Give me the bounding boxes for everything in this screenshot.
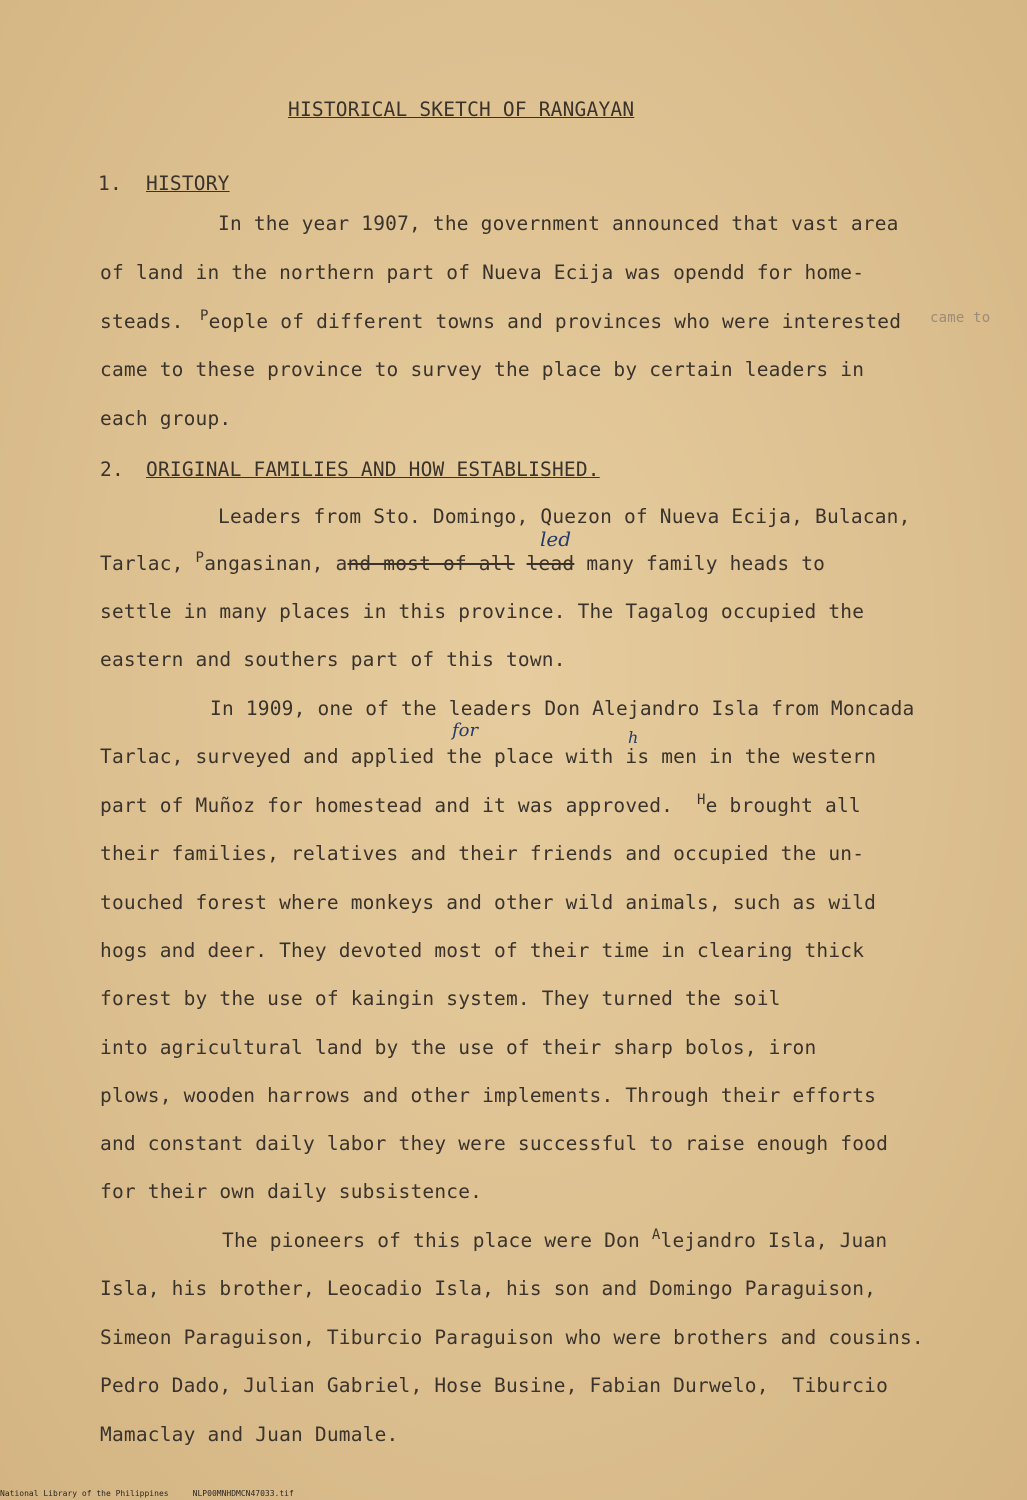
para3-line-3: Simeon Paraguison, Tiburcio Paraguison who were brothers and cousins. <box>100 1326 924 1349</box>
para3-line-5: Mamaclay and Juan Dumale. <box>100 1423 399 1446</box>
para2-line-2: Tarlac, surveyed and applied the place with is men in the western <box>100 745 877 768</box>
para2-line-11: for their own daily subsistence. <box>100 1180 483 1203</box>
document-title: HISTORICAL SKETCH OF RANGAYAN <box>288 98 635 121</box>
section-1-line-3a: steads. <box>100 310 184 333</box>
para1-line-3: settle in many places in this province. The Tagalog occupied the <box>100 600 865 623</box>
superscript-p: P <box>200 308 209 324</box>
para2-line-5: touched forest where monkeys and other wild animals, such as wild <box>100 891 877 914</box>
handwritten-for: for <box>452 720 479 741</box>
para3-line-2: Isla, his brother, Leocadio Isla, his son and Domingo Paraguison, <box>100 1277 877 1300</box>
para2-line-6: hogs and deer. They devoted most of their time in clearing thick <box>100 939 865 962</box>
section-1-line-1: In the year 1907, the government announced that vast area <box>218 212 899 235</box>
handwritten-led: led <box>540 527 572 551</box>
section-1-number: 1. <box>98 172 122 195</box>
para2-line-10: and constant daily labor they were successful to raise enough food <box>100 1132 889 1155</box>
section-1-heading: HISTORY <box>146 172 230 195</box>
para2-line-8: into agricultural land by the use of their sharp bolos, iron <box>100 1036 817 1059</box>
para1-line-1: Leaders from Sto. Domingo, Quezon of Nueva Ecija, Bulacan, <box>218 505 911 528</box>
para2-line-4: their families, relatives and their friends and occupied the un- <box>100 842 865 865</box>
margin-fragment: came to <box>930 310 991 326</box>
para3-line-4: Pedro Dado, Julian Gabriel, Hose Busine, Fabian Durwelo, Tiburcio <box>100 1374 889 1397</box>
footer-caption: National Library of the Philippines NLP00MNHDMCN47033.tif <box>0 1489 294 1498</box>
para2-line-7: forest by the use of kaingin system. They turned the soil <box>100 987 781 1010</box>
section-1-line-3b: $^P$eople of different towns and provinces who were interested <box>200 308 902 333</box>
para1-line-2: Tarlac, $^P$angasinan, and most of all lead many family heads to <box>100 550 826 575</box>
para3-line-1: The pioneers of this place were Don $^A$lejandro Isla, Juan <box>222 1227 888 1252</box>
section-1-line-5: each group. <box>100 407 232 430</box>
para2-line-9: plows, wooden harrows and other implements. Through their efforts <box>100 1084 877 1107</box>
para1-line-4: eastern and southers part of this town. <box>100 648 566 671</box>
para2-line-1: In 1909, one of the leaders Don Alejandro Isla from Moncada <box>210 697 915 720</box>
section-1-line-4: came to these province to survey the place by certain leaders in <box>100 358 865 381</box>
section-1-line-2: of land in the northern part of Nueva Ecija was opendd for home- <box>100 261 865 284</box>
section-2-heading: ORIGINAL FAMILIES AND HOW ESTABLISHED. <box>146 458 600 481</box>
para2-line-3: part of Muñoz for homestead and it was approved. $^H$e brought all <box>100 792 861 817</box>
handwritten-h: h <box>628 728 639 747</box>
section-2-number: 2. <box>100 458 124 481</box>
